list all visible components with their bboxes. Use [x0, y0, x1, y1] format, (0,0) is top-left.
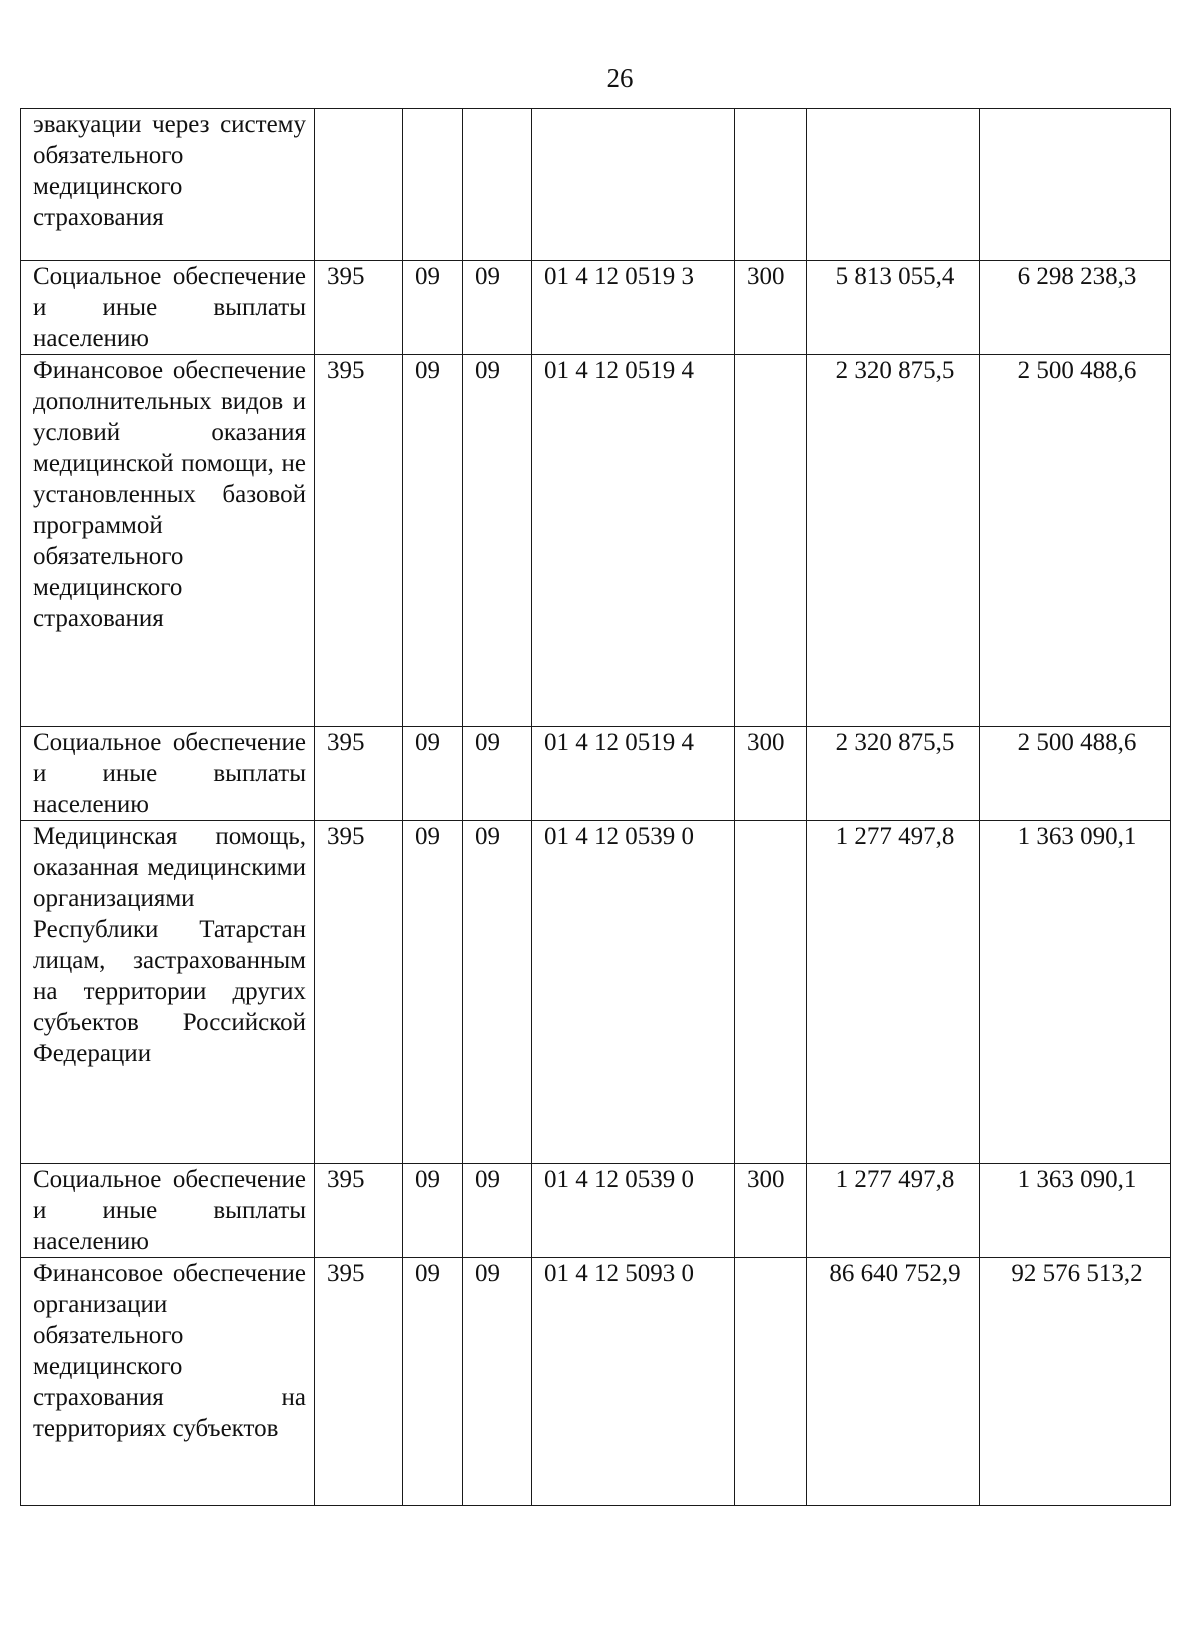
admin-code: [315, 109, 403, 261]
expense-type-code: [735, 109, 807, 261]
amount-year-1: [807, 109, 980, 261]
page-number: 26: [606, 63, 634, 93]
budget-table: [20, 108, 1171, 1506]
table-row: [21, 355, 1171, 727]
table-row: [21, 727, 1171, 821]
table-row: [21, 821, 1171, 1164]
table-row: [21, 261, 1171, 355]
table-row: [21, 1164, 1171, 1258]
section-code: 09: [403, 1164, 463, 1258]
row-name: Социальное обеспечение и иные выплаты населению: [21, 1164, 315, 1258]
expense-type-code: [735, 355, 807, 727]
row-name: Социальное обеспечение и иные выплаты населению: [21, 727, 315, 821]
admin-code: 395: [315, 261, 403, 355]
expense-type-code: 300: [735, 727, 807, 821]
row-name: Финансовое обеспечение дополнительных видов и условий оказания медицинской помощи, не установленных базовой программой обязательного медицинского страхования: [21, 355, 315, 727]
subsection-code: 09: [463, 821, 532, 1164]
section-code: 09: [403, 1258, 463, 1506]
subsection-code: 09: [463, 727, 532, 821]
section-code: [403, 109, 463, 261]
table-row: [21, 1258, 1171, 1506]
expense-type-code: 300: [735, 261, 807, 355]
expense-type-code: 300: [735, 1164, 807, 1258]
target-article-code: 01 4 12 0519 3: [532, 261, 735, 355]
amount-year-1: 86 640 752,9: [807, 1258, 980, 1506]
target-article-code: 01 4 12 0519 4: [532, 355, 735, 727]
amount-year-2: 1 363 090,1: [980, 1164, 1171, 1258]
row-name: Финансовое обеспечение организации обязательного медицинского страхования на территориях субъектов: [21, 1258, 315, 1506]
amount-year-1: 1 277 497,8: [807, 1164, 980, 1258]
row-name: Социальное обеспечение и иные выплаты населению: [21, 261, 315, 355]
expense-type-code: [735, 821, 807, 1164]
expense-type-code: [735, 1258, 807, 1506]
target-article-code: 01 4 12 0519 4: [532, 727, 735, 821]
admin-code: 395: [315, 727, 403, 821]
subsection-code: [463, 109, 532, 261]
admin-code: 395: [315, 355, 403, 727]
section-code: 09: [403, 821, 463, 1164]
target-article-code: 01 4 12 0539 0: [532, 1164, 735, 1258]
amount-year-2: 92 576 513,2: [980, 1258, 1171, 1506]
section-code: 09: [403, 727, 463, 821]
row-name: Медицинская помощь, оказанная медицинскими организациями Республики Татарстан лицам, застрахованным на территории других субъектов Российской Федерации: [21, 821, 315, 1164]
amount-year-2: 2 500 488,6: [980, 355, 1171, 727]
amount-year-1: 2 320 875,5: [807, 727, 980, 821]
admin-code: 395: [315, 1258, 403, 1506]
amount-year-1: 2 320 875,5: [807, 355, 980, 727]
subsection-code: 09: [463, 355, 532, 727]
amount-year-1: 5 813 055,4: [807, 261, 980, 355]
subsection-code: 09: [463, 261, 532, 355]
amount-year-2: [980, 109, 1171, 261]
admin-code: 395: [315, 1164, 403, 1258]
amount-year-2: 6 298 238,3: [980, 261, 1171, 355]
amount-year-1: 1 277 497,8: [807, 821, 980, 1164]
table-row: [21, 109, 1171, 261]
target-article-code: [532, 109, 735, 261]
amount-year-2: 2 500 488,6: [980, 727, 1171, 821]
section-code: 09: [403, 355, 463, 727]
subsection-code: 09: [463, 1258, 532, 1506]
target-article-code: 01 4 12 5093 0: [532, 1258, 735, 1506]
admin-code: 395: [315, 821, 403, 1164]
amount-year-2: 1 363 090,1: [980, 821, 1171, 1164]
target-article-code: 01 4 12 0539 0: [532, 821, 735, 1164]
section-code: 09: [403, 261, 463, 355]
row-name: эвакуации через систему обязательного медицинского страхования: [21, 109, 315, 261]
subsection-code: 09: [463, 1164, 532, 1258]
